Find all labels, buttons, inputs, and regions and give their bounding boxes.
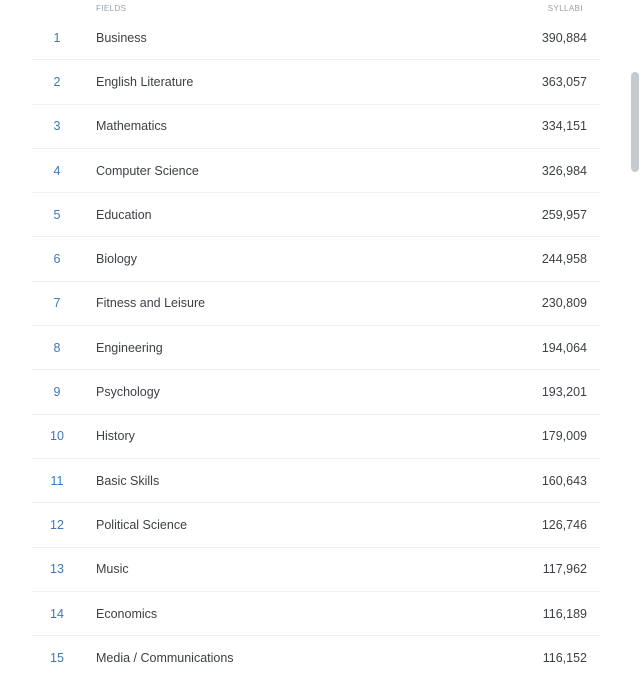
- row-field-link[interactable]: Basic Skills: [96, 473, 160, 488]
- fields-table: [32, 0, 600, 680]
- row-syllabi-count: 230,809: [541, 296, 587, 311]
- row-rank: 15: [50, 651, 64, 666]
- table-row[interactable]: [32, 636, 600, 680]
- fields-column-header: FIELDS: [96, 4, 127, 13]
- row-syllabi-count: 334,151: [541, 119, 587, 134]
- row-syllabi-count: 363,057: [541, 74, 587, 89]
- row-rank: 8: [53, 340, 61, 355]
- row-rank: 14: [50, 606, 64, 621]
- row-rank: 13: [50, 562, 64, 577]
- row-field-link[interactable]: Engineering: [96, 340, 163, 355]
- row-syllabi-count: 179,009: [541, 429, 587, 444]
- table-row[interactable]: [32, 548, 600, 592]
- row-rank: 7: [53, 296, 61, 311]
- row-rank: 2: [53, 74, 61, 89]
- row-syllabi-count: 126,746: [541, 517, 587, 532]
- row-syllabi-count: 390,884: [541, 30, 587, 45]
- table-row[interactable]: [32, 149, 600, 193]
- row-field-link[interactable]: History: [96, 429, 135, 444]
- row-field-link[interactable]: Business: [96, 30, 147, 45]
- row-rank: 3: [53, 119, 61, 134]
- table-row[interactable]: [32, 326, 600, 370]
- row-field-link[interactable]: Fitness and Leisure: [96, 296, 206, 311]
- table-row[interactable]: [32, 415, 600, 459]
- table-row[interactable]: [32, 16, 600, 60]
- row-field-link[interactable]: Media / Communications: [96, 651, 234, 666]
- row-rank: 12: [50, 517, 64, 532]
- table-row[interactable]: [32, 282, 600, 326]
- table-row[interactable]: [32, 459, 600, 503]
- row-field-link[interactable]: Psychology: [96, 385, 160, 400]
- row-rank: 9: [53, 385, 61, 400]
- row-rank: 10: [50, 429, 64, 444]
- row-field-link[interactable]: Biology: [96, 252, 137, 267]
- row-rank: 4: [53, 163, 61, 178]
- syllabi-column-header: SYLLABI: [547, 4, 583, 13]
- row-field-link[interactable]: Computer Science: [96, 163, 199, 178]
- row-syllabi-count: 193,201: [541, 385, 587, 400]
- row-field-link[interactable]: Education: [96, 207, 152, 222]
- row-rank: 11: [50, 473, 64, 488]
- row-rank: 5: [53, 207, 61, 222]
- table-row[interactable]: [32, 370, 600, 414]
- table-row[interactable]: [32, 237, 600, 281]
- row-syllabi-count: 116,189: [542, 606, 587, 621]
- table-row[interactable]: [32, 60, 600, 104]
- row-syllabi-count: 116,152: [542, 651, 587, 666]
- row-field-link[interactable]: English Literature: [96, 74, 194, 89]
- table-header: [32, 0, 600, 16]
- row-syllabi-count: 259,957: [541, 207, 587, 222]
- row-syllabi-count: 160,643: [541, 473, 587, 488]
- row-syllabi-count: 194,064: [541, 340, 587, 355]
- row-field-link[interactable]: Economics: [96, 606, 158, 621]
- row-syllabi-count: 244,958: [541, 252, 587, 267]
- table-row[interactable]: [32, 503, 600, 547]
- row-rank: 6: [53, 252, 61, 267]
- row-rank: 1: [53, 30, 61, 45]
- table-row[interactable]: [32, 105, 600, 149]
- row-field-link[interactable]: Mathematics: [96, 119, 167, 134]
- row-field-link[interactable]: Music: [96, 562, 129, 577]
- row-syllabi-count: 117,962: [542, 562, 587, 577]
- table-row[interactable]: [32, 193, 600, 237]
- row-field-link[interactable]: Political Science: [96, 517, 188, 532]
- row-syllabi-count: 326,984: [541, 163, 587, 178]
- scrollbar-thumb[interactable]: [631, 72, 639, 172]
- table-row[interactable]: [32, 592, 600, 636]
- vertical-scrollbar[interactable]: [628, 0, 642, 681]
